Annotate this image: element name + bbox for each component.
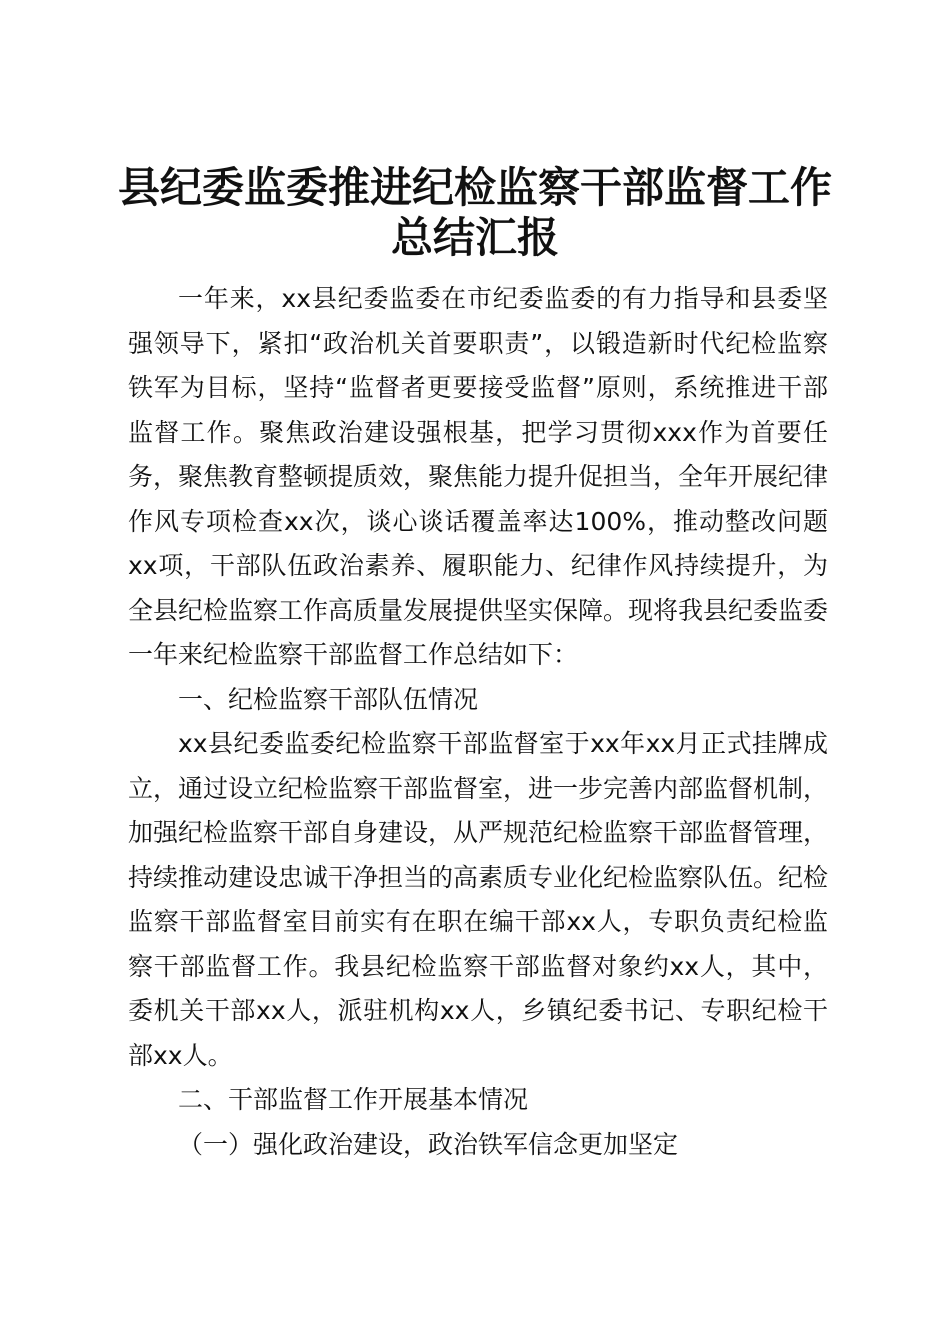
document-title [110, 163, 840, 263]
document-body [128, 277, 828, 1167]
subsection-heading-1: （一）强化政治建设，政治铁军信念更加坚定 [178, 1129, 679, 1159]
title-line-2: 总结汇报 [390, 213, 559, 262]
section-heading-1: 一、纪检监察干部队伍情况 [178, 684, 479, 714]
section-1-paragraph: xx县纪委监委纪检监察干部监督室于xx年xx月正式挂牌成立，通过设立纪检监察干部监督室，进一步完善内部监督机制，加强纪检监察干部自身建设，从严规范纪检监察干部监督管理，持续推动建设忠诚干净担当的高素质专业化纪检监察队伍。纪检监察干部监督室目前实有在职在编干部xx人，专职负责纪检监察干部监督工作。我县纪检监察干部监督对象约xx人，其中，委机关干部xx人，派驻机构xx人，乡镇纪委书记、专职纪检干部xx人。 [128, 729, 829, 1070]
intro-paragraph: 一年来，xx县纪委监委在市纪委监委的有力指导和县委坚强领导下，紧扣“政治机关首要职责”，以锻造新时代纪检监察铁军为目标，坚持“监督者更要接受监督”原则，系统推进干部监督工作。聚焦政治建设强根基，把学习贯彻xxx作为首要任务，聚焦教育整顿提质效，聚焦能力提升促担当，全年开展纪律作风专项检查xx次，谈心谈话覆盖率达100%，推动整改问题xx项，干部队伍政治素养、履职能力、纪律作风持续提升，为全县纪检监察工作高质量发展提供坚实保障。现将我县纪委监委一年来纪检监察干部监督工作总结如下： [128, 284, 829, 669]
title-line-1: 县纪委监委推进纪检监察干部监督工作 [117, 163, 832, 212]
section-heading-2: 二、干部监督工作开展基本情况 [178, 1085, 529, 1114]
